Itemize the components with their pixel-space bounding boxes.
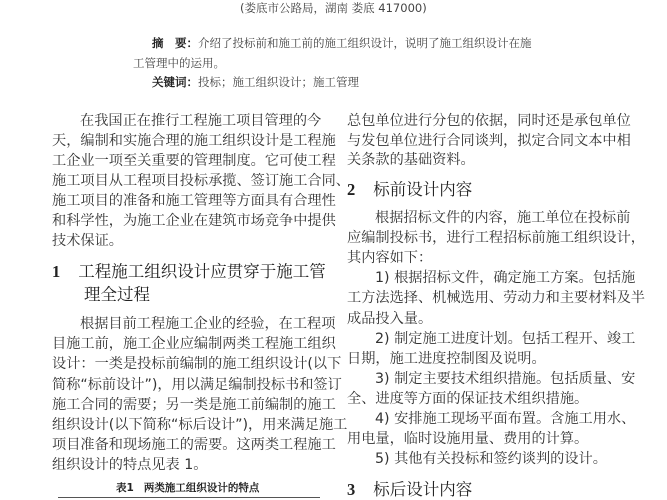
paragraph-line: 用电量，临时设施用量、费用的计算。 — [347, 431, 589, 448]
paragraph-line: 根据招标文件的内容，施工单位在投标前 — [375, 210, 631, 226]
paragraph-line: 工企业一项至关重要的管理制度。它可使工程 — [52, 153, 336, 169]
paragraph-line: 其内容如下： — [347, 250, 433, 267]
section-1-heading-line-2: 理全过程 — [84, 285, 150, 304]
keywords-label: 关键词： — [152, 75, 198, 89]
section-title: 标后设计内容 — [373, 480, 473, 499]
paragraph-line: 项目准备和现场施工的需要。这两类工程施工 — [52, 437, 336, 454]
section-title: 标前设计内容 — [373, 180, 473, 199]
section-number: 2 — [347, 180, 356, 199]
paragraph-line: 在我国正在推行工程施工项目管理的今 — [80, 113, 322, 129]
section-2-heading — [347, 181, 472, 199]
abstract-label: 摘 要： — [152, 36, 198, 50]
paragraph-line: 施工合同的需要；另一类是施工前编制的施工 — [52, 396, 336, 413]
keywords: 投标；施工组织设计；施工管理 — [198, 75, 359, 89]
paragraph-line: 1) 根据招标文件，确定施工方案。包括施 — [375, 270, 636, 287]
paragraph-line: 组织设计(以下简称“标后设计”)，用来满足施工 — [52, 417, 348, 433]
abstract-line-2: 工管理中的运用。 — [133, 56, 225, 70]
paragraph-line: 天，编制和实施合理的施工组织设计是工程施 — [52, 133, 336, 149]
affiliation: (娄底市公路局，湖南 娄底 417000) — [240, 1, 427, 15]
abstract-line-1 — [152, 34, 532, 52]
paragraph-line: 3) 制定主要技术组织措施。包括质量、安 — [375, 370, 636, 387]
paragraph-line: 5) 其他有关投标和签约谈判的设计。 — [375, 451, 607, 468]
paragraph-line: 和科学性，为施工企业在建筑市场竞争中提供 — [52, 213, 336, 229]
table-caption — [116, 479, 259, 497]
paragraph-line: 设计：一类是投标前编制的施工组织设计(以下 — [52, 356, 342, 373]
paragraph-line: 工方法选择、机械选用、劳动力和主要材料及半 — [347, 290, 645, 307]
section-number: 1 — [52, 262, 61, 281]
table-title: 两类施工组织设计的特点 — [143, 482, 260, 494]
paragraph-line: 技术保证。 — [52, 233, 123, 249]
paragraph-line: 应编制投标书，进行工程招标前施工组织设计， — [347, 230, 645, 247]
section-number: 3 — [347, 480, 356, 499]
paragraph-line: 关条款的基础资料。 — [347, 152, 475, 168]
keywords-line — [152, 73, 359, 91]
table-top-rule — [58, 497, 320, 498]
abstract-text: 介绍了投标前和施工前的施工组织设计，说明了施工组织设计在施 — [198, 36, 532, 50]
paragraph-line: 全、进度等方面的保证技术组织措施。 — [347, 390, 589, 407]
paragraph-line: 与发包单位进行合同谈判，拟定合同文本中相 — [347, 132, 631, 149]
paragraph-line: 成品投入量。 — [347, 310, 433, 327]
paragraph-line: 组织设计的特点见表 1。 — [52, 457, 208, 474]
paragraph-line: 4) 安排施工现场平面布置。含施工用水、 — [375, 411, 636, 427]
paragraph-line: 施工项目的准备和施工管理等方面具有合理性 — [52, 193, 336, 209]
paragraph-line: 目施工前，施工企业应编制两类工程施工组织 — [52, 336, 336, 353]
paragraph-line: 总包单位进行分包的依据，同时还是承包单位 — [347, 113, 631, 129]
paragraph-line: 施工项目从工程项目投标承揽、签订施工合同、 — [52, 173, 350, 189]
section-3-heading — [347, 481, 472, 499]
paragraph-line: 简称“标前设计”)，用以满足编制投标书和签订 — [52, 376, 342, 393]
paragraph-line: 2) 制定施工进度计划。包括工程开、竣工 — [375, 330, 636, 347]
section-title: 工程施工组织设计应贯穿于施工管 — [78, 262, 326, 281]
section-1-heading — [52, 263, 326, 281]
paragraph-line: 日期，施工进度控制图及说明。 — [347, 350, 546, 367]
table-label: 表1 — [116, 482, 134, 494]
paragraph-line: 根据目前工程施工企业的经验，在工程项 — [80, 316, 336, 332]
